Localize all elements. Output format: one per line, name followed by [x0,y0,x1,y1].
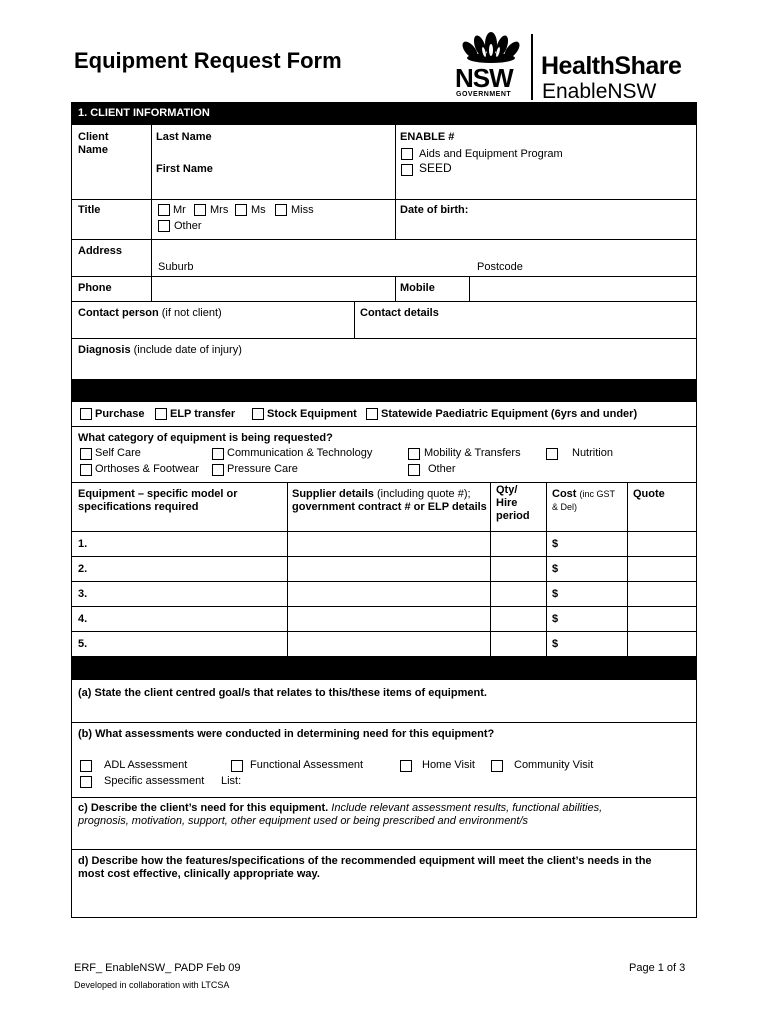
specific-assessment-list-label: List: [221,775,242,787]
divider [395,276,396,301]
footer-collaboration: Developed in collaboration with LTCSA [74,980,230,990]
section-client-information-header [72,103,696,125]
community-visit-checkbox[interactable] [491,760,503,772]
divider [151,239,152,276]
nutrition-label: Nutrition [572,447,613,459]
row-line [72,199,696,200]
row-line [72,239,696,240]
section-header-label: 1. CLIENT INFORMATION [78,107,210,119]
row-line [72,556,696,557]
table-row-number: 1. [78,538,88,550]
functional-assessment-label: Functional Assessment [250,759,364,771]
paediatric-equipment-label: Statewide Paediatric Equipment (6yrs and under) [381,408,638,420]
communication-technology-checkbox[interactable] [212,448,224,460]
diagnosis-note: (include date of injury) [133,344,242,356]
mr-checkbox[interactable] [158,204,170,216]
question-d-line1: d) Describe how the features/specifications of the recommended equipment will meet the client’s needs in the [78,855,652,867]
section-equipment-header [72,379,696,402]
aids-equipment-program-label: Aids and Equipment Program [419,148,563,160]
elp-transfer-checkbox[interactable] [155,408,167,420]
logo-government: GOVERNMENT [456,91,512,98]
divider [395,125,396,239]
contact-person-label [78,307,222,320]
section-goals-header [72,656,696,680]
question-c [78,802,602,815]
aids-equipment-program-checkbox[interactable] [401,148,413,160]
table-row-currency: $ [552,638,559,650]
purchase-label: Purchase [95,408,145,420]
nutrition-checkbox[interactable] [546,448,558,460]
supplier-header-bold: Supplier details [292,488,374,500]
divider [151,199,152,239]
suburb-label: Suburb [158,261,194,273]
diagnosis-text: Diagnosis [78,344,131,356]
date-of-birth-label: Date of birth: [400,204,469,216]
specific-assessment-label: Specific assessment [104,775,205,787]
cost-header-bold: Cost [552,488,577,500]
ms-checkbox[interactable] [235,204,247,216]
miss-label: Miss [291,204,314,216]
functional-assessment-checkbox[interactable] [231,760,243,772]
specific-assessment-checkbox[interactable] [80,776,92,788]
divider [627,482,628,656]
stock-equipment-checkbox[interactable] [252,408,264,420]
row-line [72,531,696,532]
divider [354,301,355,338]
healthshare-logo [452,30,697,102]
row-line [72,301,696,302]
contact-person-text: Contact person [78,307,159,319]
client-name-label: Client Name [78,131,109,156]
supplier-header-rest: government contract # or ELP details [292,501,487,513]
title-label: Title [78,204,101,216]
divider [151,125,152,199]
table-row-number: 4. [78,613,88,625]
table-row-currency: $ [552,588,559,600]
ms-label: Ms [251,204,266,216]
phone-label: Phone [78,282,112,294]
question-d-line2: most cost effective, clinically appropriate way. [78,868,320,880]
mrs-label: Mrs [210,204,229,216]
question-c-italic-line2 [78,815,528,828]
footer-page-number: Page 1 of 3 [629,962,686,974]
other-category-label: Other [428,463,456,475]
other-title-checkbox[interactable] [158,220,170,232]
self-care-checkbox[interactable] [80,448,92,460]
seed-checkbox[interactable] [401,164,413,176]
logo-divider [531,34,533,100]
cost-column-header [552,488,622,514]
row-line [72,722,696,723]
supplier-header-note: (including quote #); [376,488,471,500]
self-care-label: Self Care [95,447,141,459]
logo-healthshare: HealthShare [541,52,682,80]
footer-form-code: ERF_ EnableNSW_ PADP Feb 09 [74,962,241,974]
enable-number-label: ENABLE # [400,131,455,143]
mobility-transfers-label: Mobility & Transfers [424,447,521,459]
row-line [72,797,696,798]
form-title: Equipment Request Form [74,48,342,73]
row-line [72,631,696,632]
elp-transfer-label: ELP transfer [170,408,236,420]
question-c-italic-text: prognosis, motivation, support, other equipment used or being prescribed and environment/s [78,815,529,827]
table-row-currency: $ [552,563,559,575]
divider [151,276,152,301]
question-a: (a) State the client centred goal/s that relates to this/these items of equipment. [78,687,487,699]
adl-assessment-checkbox[interactable] [80,760,92,772]
row-line [72,606,696,607]
diagnosis-label [78,344,242,357]
pressure-care-checkbox[interactable] [212,464,224,476]
category-question: What category of equipment is being requested? [78,432,333,444]
stock-equipment-label: Stock Equipment [267,408,357,420]
other-category-checkbox[interactable] [408,464,420,476]
mobility-transfers-checkbox[interactable] [408,448,420,460]
orthoses-footwear-label: Orthoses & Footwear [95,463,199,475]
table-row-number: 2. [78,563,88,575]
supplier-column-header [292,488,492,514]
table-row-currency: $ [552,538,559,550]
logo-nsw: NSW [455,63,513,93]
contact-person-note: (if not client) [161,307,222,319]
quote-column-header: Quote [633,488,665,500]
home-visit-label: Home Visit [422,759,475,771]
mobile-label: Mobile [400,282,435,294]
postcode-label: Postcode [477,261,523,273]
cost-header-note: (inc GST & Del) [552,489,615,512]
purchase-checkbox[interactable] [80,408,92,420]
divider [546,482,547,656]
seed-label: SEED [419,161,452,175]
first-name-label: First Name [156,163,213,175]
waratah-flower-icon [458,30,524,64]
mrs-checkbox[interactable] [194,204,206,216]
contact-details-label: Contact details [360,307,439,319]
home-visit-checkbox[interactable] [400,760,412,772]
paediatric-equipment-checkbox[interactable] [366,408,378,420]
logo-enablensw: EnableNSW [542,80,657,103]
row-line [72,482,696,483]
row-line [72,849,696,850]
divider [287,482,288,656]
row-line [72,426,696,427]
question-c-italic-line1: Include relevant assessment results, functional abilities, [331,802,603,814]
table-row-number: 5. [78,638,88,650]
miss-checkbox[interactable] [275,204,287,216]
orthoses-footwear-checkbox[interactable] [80,464,92,476]
row-line [72,338,696,339]
other-title-label: Other [174,220,202,232]
pressure-care-label: Pressure Care [227,463,298,475]
address-label: Address [78,245,123,257]
row-line [72,276,696,277]
divider [469,276,470,301]
request-form [71,102,697,918]
row-line [72,581,696,582]
adl-assessment-label: ADL Assessment [104,759,188,771]
last-name-label: Last Name [156,131,212,143]
community-visit-label: Community Visit [514,759,594,771]
equipment-column-header: Equipment – specific model or specifications required [78,488,238,513]
table-row-currency: $ [552,613,559,625]
qty-column-header: Qty/ Hire period [496,484,530,522]
question-c-bold: c) Describe the client’s need for this equipment. [78,802,329,814]
divider [490,482,491,656]
question-b: (b) What assessments were conducted in determining need for this equipment? [78,728,495,740]
table-row-number: 3. [78,588,88,600]
mr-label: Mr [173,204,186,216]
communication-technology-label: Communication & Technology [227,447,373,459]
